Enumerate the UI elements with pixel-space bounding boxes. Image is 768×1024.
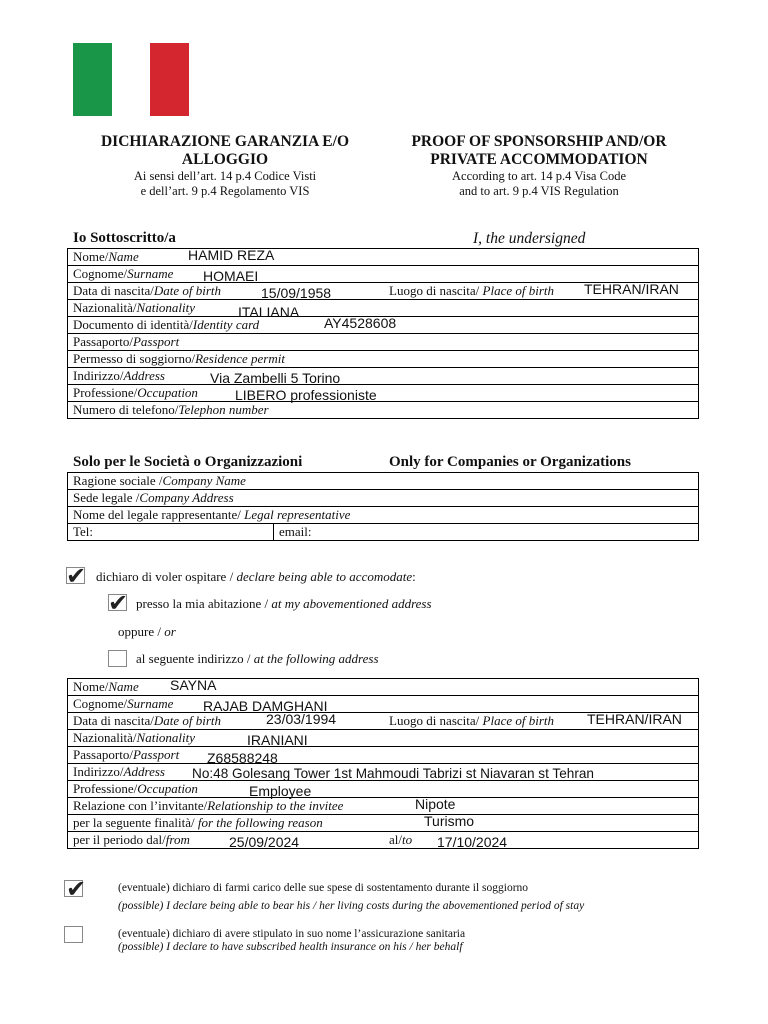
guest-nationality-row (68, 730, 699, 747)
guest-dob-value[interactable]: 23/03/1994 (266, 711, 337, 727)
insurance-text-it: (eventuale) dichiaro di avere stipulato in suo nome l’assicurazione sanitaria (118, 928, 466, 940)
other-address-checkbox[interactable] (108, 650, 127, 667)
header-italian (70, 133, 380, 199)
subtitle-en-1: According to art. 14 p.4 Visa Code (452, 169, 626, 183)
guest-surname-label: Cognome/Surname (73, 696, 174, 711)
title-it-1: DICHIARAZIONE GARANZIA E/O (100, 133, 350, 150)
company-heading-en: Only for Companies or Organizations (389, 454, 631, 470)
guest-period-row (68, 832, 699, 849)
insurance-text-en: (possible) I declare to have subscribed health insurance on his / her behalf (118, 941, 463, 953)
sponsor-passport-row (68, 334, 699, 351)
sponsor-address-row (68, 368, 699, 385)
sponsor-id-label: Documento di identità/Identity card (73, 317, 260, 332)
guest-name-row (68, 679, 699, 696)
sponsor-occupation-value[interactable]: LIBERO professioniste (235, 387, 377, 403)
guest-address-value[interactable]: No:48 Golesang Tower 1st Mahmoudi Tabrizi st Niavaran st Tehran (192, 766, 594, 781)
company-name-row (68, 473, 699, 490)
sponsor-name-label: Nome/Name (73, 249, 139, 264)
guest-period-label: per il periodo dal/from (73, 832, 190, 847)
home-check-icon: ✔ (108, 589, 129, 617)
guest-address-label: Indirizzo/Address (73, 764, 165, 779)
guest-reason-label: per la seguente finalità/ for the following reason (73, 815, 323, 830)
guest-pob-label: Luogo di nascita/ Place of birth (389, 713, 555, 728)
sponsor-surname-row (68, 266, 699, 283)
costs-text-it: (eventuale) dichiaro di farmi carico delle sue spese di sostentamento durante il soggiorno (118, 882, 529, 894)
guest-nationality-label: Nazionalità/Nationality (73, 730, 196, 745)
company-heading-it: Solo per le Società o Organizzazioni (73, 454, 303, 470)
sponsor-name-row (68, 249, 699, 266)
title-en-1: PROOF OF SPONSORSHIP AND/OR (411, 133, 667, 150)
sponsor-occupation-row (68, 385, 699, 402)
guest-occupation-value[interactable]: Employee (249, 783, 312, 799)
home-text: presso la mia abitazione / at my abovementioned address (136, 596, 432, 611)
sponsor-permit-label: Permesso di soggiorno/Residence permit (73, 351, 285, 366)
costs-text-en: (possible) I declare being able to bear his / her living costs during the abovementioned period of stay (118, 900, 585, 912)
company-email-label: email: (279, 524, 312, 539)
header-english (384, 133, 694, 199)
guest-address-row (68, 764, 699, 781)
guest-occupation-label: Professione/Occupation (73, 781, 198, 796)
guest-relation-row (68, 798, 699, 815)
declare-text: dichiaro di voler ospitare / declare being able to accomodate: (96, 569, 416, 584)
or-text: oppure / or (118, 624, 176, 639)
sponsor-surname-label: Cognome/Surname (73, 266, 174, 281)
subtitle-en-2: and to art. 9 p.4 VIS Regulation (459, 184, 619, 198)
sponsor-id-value[interactable]: AY4528608 (324, 315, 397, 331)
sponsor-dob-value[interactable]: 15/09/1958 (261, 285, 332, 301)
company-address-row (68, 490, 699, 507)
guest-passport-value[interactable]: Z68588248 (207, 750, 278, 766)
title-en-2: PRIVATE ACCOMMODATION (430, 151, 648, 168)
company-tel-cell[interactable] (68, 524, 274, 541)
sponsor-phone-row (68, 402, 699, 419)
guest-surname-value[interactable]: RAJAB DAMGHANI (203, 698, 328, 714)
sponsor-heading-en: I, the undersigned (473, 230, 586, 247)
subtitle-it-1: Ai sensi dell’art. 14 p.4 Codice Visti (133, 169, 317, 183)
flag-green-stripe (73, 43, 112, 116)
company-rep-label: Nome del legale rappresentante/ Legal representative (73, 507, 351, 522)
guest-dob-label: Data di nascita/Date of birth (73, 713, 222, 728)
costs-check-icon: ✔ (66, 875, 87, 903)
sponsor-address-value[interactable]: Via Zambelli 5 Torino (210, 370, 341, 386)
insurance-checkbox[interactable] (64, 926, 83, 943)
guest-from-value[interactable]: 25/09/2024 (229, 834, 300, 850)
italian-flag (73, 43, 189, 116)
guest-passport-label: Passaporto/Passport (73, 747, 180, 762)
guest-table (67, 678, 699, 849)
sponsor-dob-label: Data di nascita/Date of birth (73, 283, 222, 298)
guest-pob-value[interactable]: TEHRAN/IRAN (587, 711, 682, 727)
guest-relation-value[interactable]: Nipote (415, 796, 456, 812)
guest-reason-row (68, 815, 699, 832)
sponsor-nationality-row (68, 300, 699, 317)
other-address-text: al seguente indirizzo / at the following address (136, 651, 379, 666)
guest-to-label: al/to (389, 832, 413, 847)
guest-surname-row (68, 696, 699, 713)
guest-name-value[interactable]: SAYNA (170, 677, 217, 693)
sponsor-table (67, 248, 699, 419)
company-table (67, 472, 699, 541)
sponsor-surname-value[interactable]: HOMAEI (203, 268, 259, 284)
sponsor-phone-label: Numero di telefono/Telephon number (73, 402, 269, 417)
company-rep-row (68, 507, 699, 524)
sponsor-dob-row (68, 283, 699, 300)
sponsor-id-row (68, 317, 699, 334)
sponsor-pob-value[interactable]: TEHRAN/IRAN (584, 281, 679, 297)
sponsor-nationality-value[interactable]: ITALIANA (238, 304, 300, 320)
flag-white-stripe (112, 43, 151, 116)
sponsor-permit-row (68, 351, 699, 368)
guest-reason-value[interactable]: Turismo (424, 813, 475, 829)
flag-red-stripe (150, 43, 189, 116)
sponsor-nationality-label: Nazionalità/Nationality (73, 300, 196, 315)
guest-occupation-row (68, 781, 699, 798)
sponsor-heading-it: Io Sottoscritto/a (73, 230, 176, 246)
company-tel-label: Tel: (73, 524, 94, 539)
declare-check-icon: ✔ (66, 562, 87, 590)
guest-nationality-value[interactable]: IRANIANI (247, 732, 308, 748)
guest-passport-row (68, 747, 699, 764)
sponsor-name-value[interactable]: HAMID REZA (188, 247, 275, 263)
sponsor-passport-label: Passaporto/Passport (73, 334, 180, 349)
subtitle-it-2: e dell’art. 9 p.4 Regolamento VIS (140, 184, 310, 198)
company-email-cell[interactable] (274, 524, 699, 541)
sponsor-occupation-label: Professione/Occupation (73, 385, 198, 400)
guest-name-label: Nome/Name (73, 679, 139, 694)
guest-to-value[interactable]: 17/10/2024 (437, 834, 508, 850)
company-contact-row (68, 524, 699, 541)
guest-dob-row (68, 713, 699, 730)
sponsor-pob-label: Luogo di nascita/ Place of birth (389, 283, 555, 298)
guest-relation-label: Relazione con l’invitante/Relationship to the invitee (73, 798, 344, 813)
company-address-label: Sede legale /Company Address (73, 490, 234, 505)
company-name-label: Ragione sociale /Company Name (73, 473, 246, 488)
title-it-2: ALLOGGIO (181, 151, 269, 168)
sponsor-address-label: Indirizzo/Address (73, 368, 165, 383)
